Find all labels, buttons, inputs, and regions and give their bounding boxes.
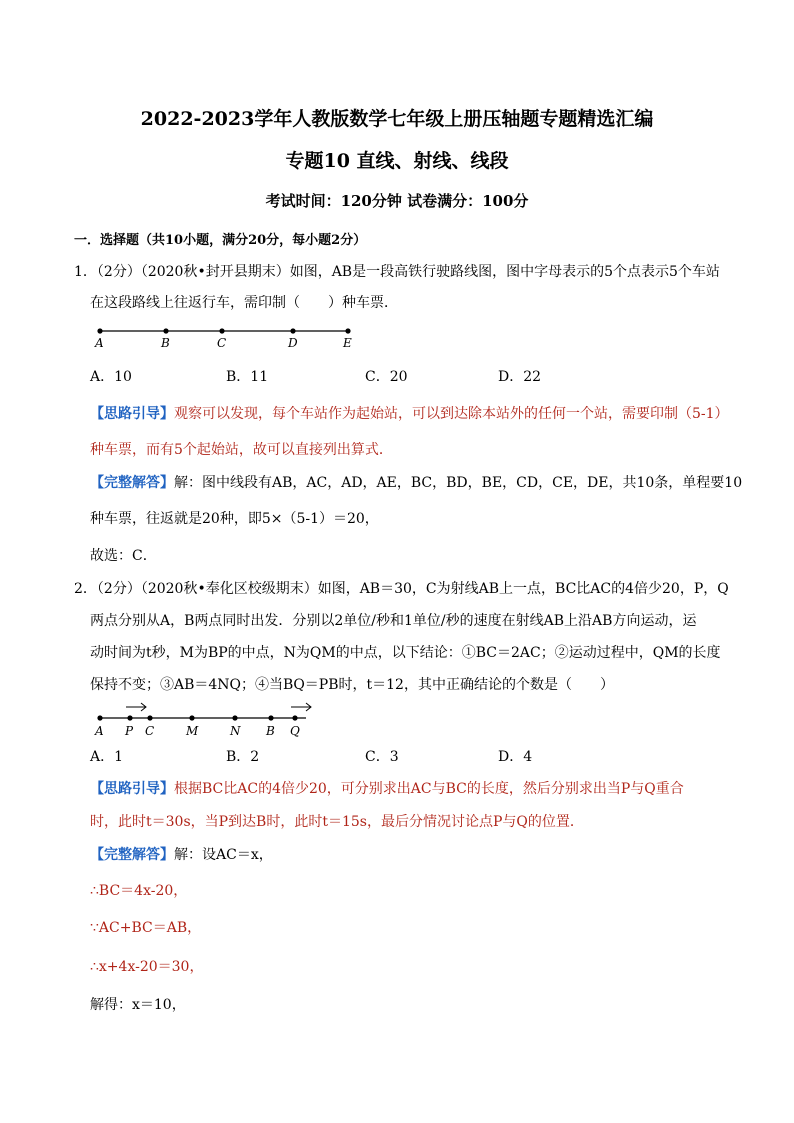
q1-label-d: D: [288, 336, 298, 350]
q2-text-line2: 两点分别从A，B两点同时出发．分别以2单位/秒和1单位/秒的速度在射线AB上沿AB方向运动，运: [90, 613, 697, 629]
q1-label-b: B: [161, 336, 170, 350]
document-title: 2022-2023学年人教版数学七年级上册压轴题专题精选汇编: [140, 108, 654, 130]
q1-label-c: C: [217, 336, 227, 350]
q2-label-a: A: [95, 724, 104, 738]
q2-answer-text1: 解：设AC＝x，: [174, 847, 273, 863]
q1-option-b: B．11: [226, 369, 269, 385]
q2-label-q: Q: [290, 724, 300, 738]
q1-point-d: [290, 328, 295, 333]
q2-hint-label: 【思路引导】: [90, 781, 174, 797]
q2-option-c: C．3: [365, 749, 399, 765]
q2-step4: 解得：x＝10，: [90, 997, 186, 1013]
q1-option-d: D．22: [498, 369, 542, 385]
q2-hint-text1: 根据BC比AC的4倍少20，可分别求出AC与BC的长度，然后分别求出当P与Q重合: [174, 781, 684, 797]
q2-step1: ∴BC＝4x-20，: [90, 883, 188, 899]
q1-hint-line1: [90, 405, 729, 423]
q1-answer-label: 【完整解答】: [90, 475, 174, 491]
q2-text-line1: 2．（2分）（2020秋•奉化区校级期末）如图，AB＝30，C为射线AB上一点，BC比AC的4倍少20，P，Q: [74, 581, 729, 597]
section-heading: 一．选择题（共10小题，满分20分，每小题2分）: [74, 233, 367, 248]
q2-label-p: P: [125, 724, 134, 738]
q2-label-m: M: [186, 724, 199, 738]
q1-answer-text1: 解：图中线段有AB，AC，AD，AE，BC，BD，BE，CD，CE，DE，共10条，单程要10: [174, 475, 743, 491]
q1-text-line1: 1．（2分）（2020秋•封开县期末）如图，AB是一段高铁行驶路线图，图中字母表示的5个点表示5个车站: [74, 264, 720, 280]
q2-point-c: [147, 715, 152, 720]
q2-text-line4: 保持不变；③AB＝4NQ；④当BQ＝PB时，t＝12，其中正确结论的个数是（ ）: [90, 677, 614, 693]
q2-option-b: B．2: [226, 749, 260, 765]
q1-answer-line2: 种车票，往返就是20种，即5×（5-1）＝20，: [90, 511, 379, 527]
q2-label-c: C: [145, 724, 155, 738]
document-subtitle: 专题10 直线、射线、线段: [285, 150, 509, 172]
q2-point-b: [268, 715, 273, 720]
q2-point-n: [232, 715, 237, 720]
q1-hint-line2: 种车票，而有5个起始站，故可以直接列出算式．: [90, 442, 393, 458]
q1-label-e: E: [343, 336, 352, 350]
q2-point-p: [127, 715, 132, 720]
q1-point-e: [345, 328, 350, 333]
q2-point-m: [189, 715, 194, 720]
q2-option-d: D．4: [498, 749, 533, 765]
q2-point-q: [292, 715, 297, 720]
q2-step2: ∵AC+BC＝AB，: [90, 920, 202, 936]
q2-point-a: [97, 715, 102, 720]
q1-label-a: A: [95, 336, 104, 350]
q1-answer-line3: 故选：C．: [90, 548, 157, 564]
exam-info: 考试时间：120分钟 试卷满分：100分: [265, 192, 529, 210]
q1-point-c: [219, 328, 224, 333]
q1-figure: [90, 322, 370, 352]
q2-figure: [90, 697, 330, 739]
q2-label-n: N: [230, 724, 241, 738]
q2-hint-line1: [90, 780, 684, 798]
q2-answer-line1: [90, 846, 273, 864]
q1-text-line2: 在这段路线上往返行车，需印制（ ）种车票．: [90, 295, 398, 311]
q2-text-line3: 动时间为t秒，M为BP的中点，N为QM的中点，以下结论：①BC＝2AC；②运动过程中，QM的长度: [90, 645, 721, 661]
q2-option-a: A．1: [90, 749, 124, 765]
q2-answer-label: 【完整解答】: [90, 847, 174, 863]
q1-option-a: A．10: [90, 369, 132, 385]
q1-point-a: [97, 328, 102, 333]
q2-label-b: B: [266, 724, 275, 738]
q1-point-b: [163, 328, 168, 333]
q1-answer-line1: [90, 474, 742, 492]
q1-option-c: C．20: [365, 369, 408, 385]
q1-hint-label: 【思路引导】: [90, 406, 174, 422]
q2-hint-line2: 时，此时t＝30s，当P到达B时，此时t＝15s，最后分情况讨论点P与Q的位置．: [90, 814, 584, 830]
q2-step3: ∴x+4x-20＝30，: [90, 959, 204, 975]
q1-hint-text1: 观察可以发现，每个车站作为起始站，可以到达除本站外的任何一个站，需要印制（5-1）: [174, 406, 729, 422]
